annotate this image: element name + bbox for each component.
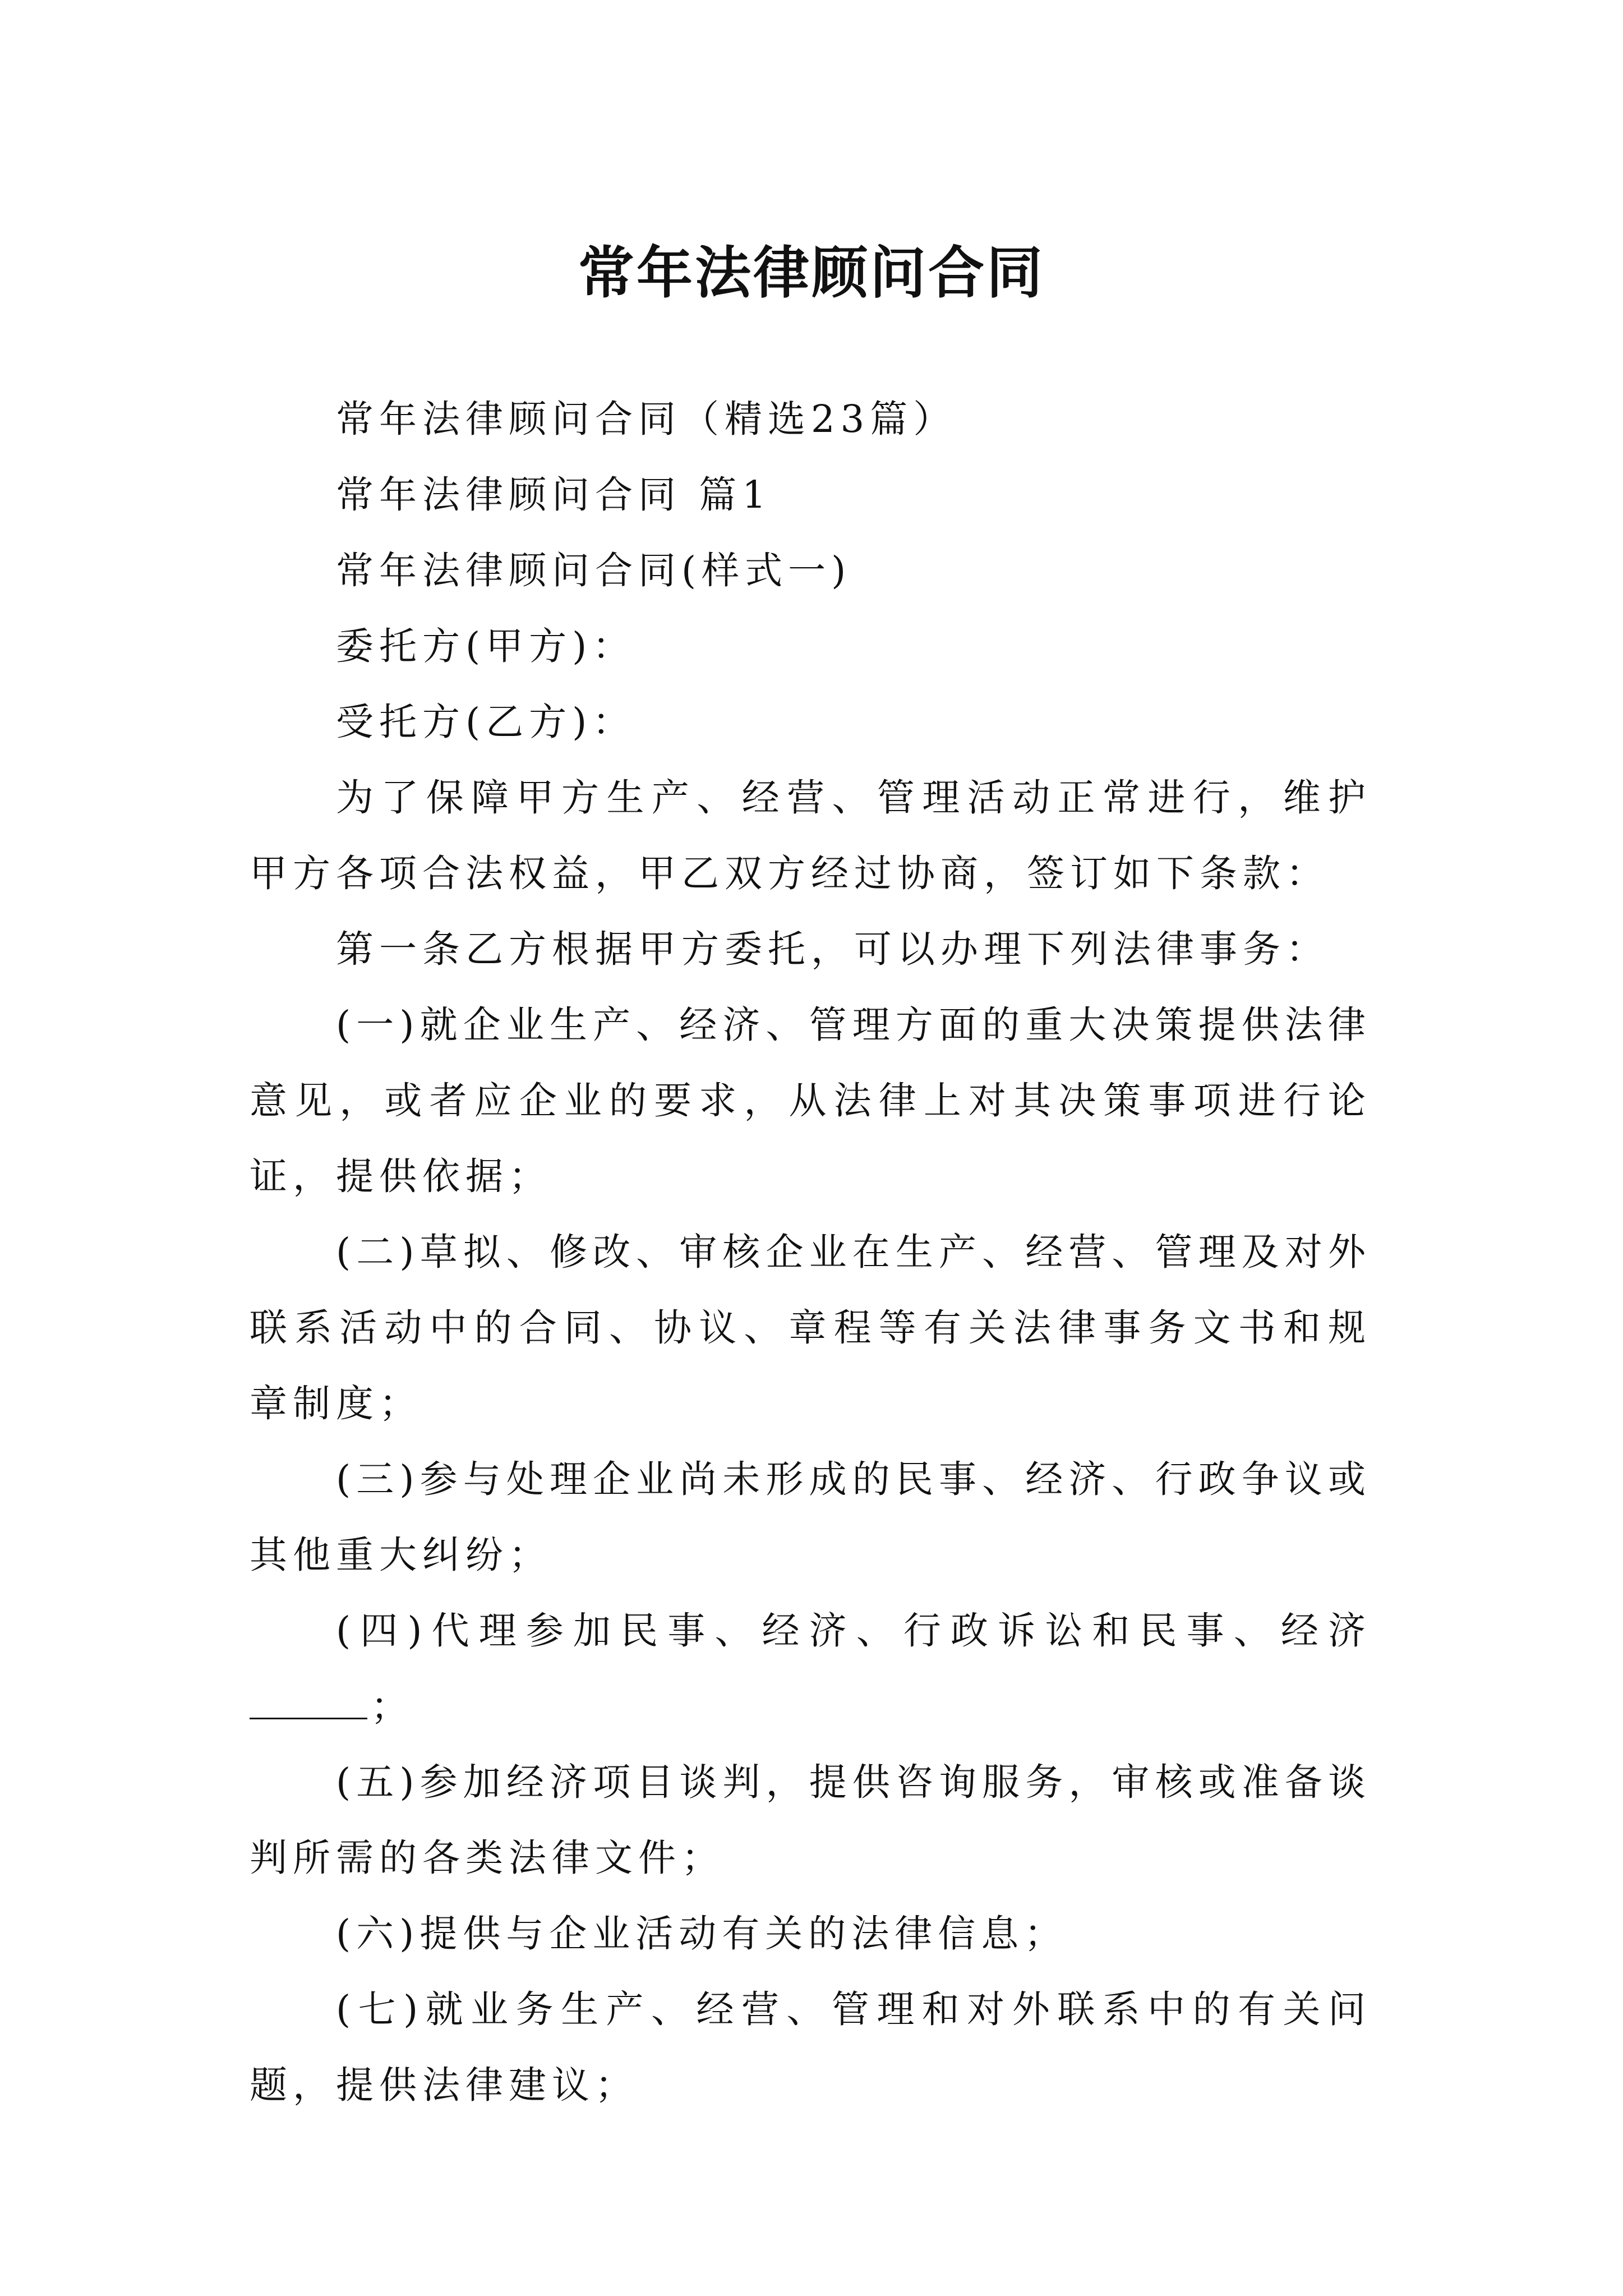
paragraph-item-7: (七)就业务生产、经营、管理和对外联系中的有关问题，提供法律建议； <box>250 1987 1371 2107</box>
paragraph-item-5: (五)参加经济项目谈判，提供咨询服务，审核或准备谈判所需的各类法律文件； <box>250 1760 1371 1880</box>
paragraph-collection-title: 常年法律顾问合同（精选23篇） <box>336 397 957 441</box>
paragraph-section-heading: 常年法律顾问合同 篇1 <box>336 473 772 517</box>
document-body <box>250 381 1371 2123</box>
paragraph-template-label: 常年法律顾问合同(样式一) <box>336 549 852 592</box>
paragraph-party-b: 受托方(乙方)： <box>336 700 636 744</box>
fill-in-blank <box>250 1685 367 1719</box>
paragraph-item-3: (三)参与处理企业尚未形成的民事、经济、行政争议或其他重大纠纷； <box>250 1457 1371 1577</box>
item-4-terminator: ； <box>371 1685 414 1728</box>
paragraph-item-1: (一)就企业生产、经济、管理方面的重大决策提供法律意见，或者应企业的要求，从法律上对其决策事项进行论证，提供依据； <box>250 1003 1371 1198</box>
paragraph-item-6: (六)提供与企业活动有关的法律信息； <box>336 1912 1068 1955</box>
paragraph-item-4 <box>250 1593 1371 1745</box>
paragraph-item-2: (二)草拟、修改、审核企业在生产、经营、管理及对外联系活动中的合同、协议、章程等有关法律事务文书和规章制度； <box>250 1230 1371 1425</box>
paragraph-article-1: 第一条乙方根据甲方委托，可以办理下列法律事务： <box>336 927 1329 971</box>
document-title: 常年法律顾问合同 <box>578 240 1045 306</box>
paragraph-preamble: 为了保障甲方生产、经营、管理活动正常进行，维护甲方各项合法权益，甲乙双方经过协商，签订如下条款： <box>250 776 1371 895</box>
paragraph-party-a: 委托方(甲方)： <box>336 624 636 668</box>
item-4-text: (四)代理参加民事、经济、行政诉讼和民事、经济 <box>336 1609 1371 1653</box>
